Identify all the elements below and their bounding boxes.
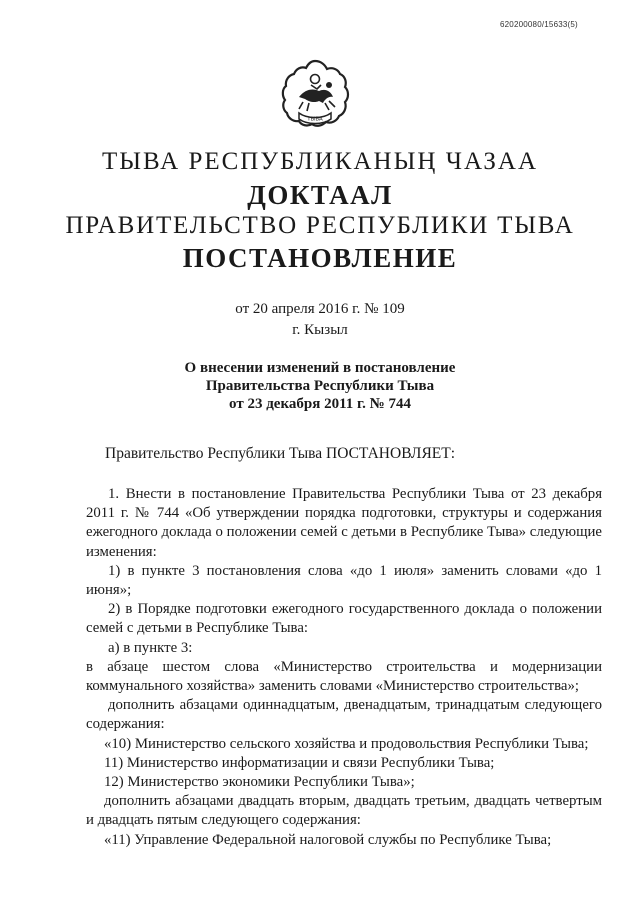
preamble: Правительство Республики Тыва ПОСТАНОВЛЯЕТ: [105, 445, 456, 462]
tyva-coat-of-arms-icon [279, 55, 351, 135]
paragraph-9: 12) Министерство экономики Республики Тыва»; [104, 774, 415, 791]
paragraph-2: 1) в пункте 3 постановления слова «до 1 июля» заменить словами «до 1 июня»; [86, 562, 602, 599]
document-date-number: от 20 апреля 2016 г. № 109 [235, 301, 405, 317]
header-government: ПРАВИТЕЛЬСТВО РЕСПУБЛИКИ ТЫВА [65, 212, 575, 239]
subject-line-1: О внесении изменений в постановление [184, 360, 456, 376]
subject-line-2: Правительства Республики Тыва [205, 378, 435, 394]
paragraph-7: «10) Министерство сельского хозяйства и продовольствия Республики Тыва; [104, 735, 589, 752]
paragraph-3: 2) в Порядке подготовки ежегодного государственного доклада о положении семей с детьми в Республике Тыва: [86, 601, 602, 637]
header-doktaal: ДОКТААЛ [247, 180, 393, 210]
paragraph-11: «11) Управление Федеральной налоговой службы по Республике Тыва; [104, 831, 552, 848]
paragraph-4: а) в пункте 3: [108, 639, 193, 656]
emblem-ribbon-text: ТЫВА [307, 116, 323, 123]
paragraph-10: дополнить абзацами двадцать вторым, двадцать третьим, двадцать четвертым и двадцать пятым следующего содержания: [86, 793, 602, 829]
paragraph-5: в абзаце шестом слова «Министерство строительства и модернизации коммунального хозяйства» заменить словами «Министерство строительства»; [86, 658, 602, 695]
document-id: 620200080/15633(5) [500, 20, 578, 29]
subject-line-3: от 23 декабря 2011 г. № 744 [229, 396, 411, 412]
header-postanovlenie: ПОСТАНОВЛЕНИЕ [182, 243, 458, 273]
paragraph-1: 1. Внести в постановление Правительства Республики Тыва от 23 декабря 2011 г. № 744 «Об утверждении порядка подготовки, структуры и содержания ежегодного доклада о положении семей с детьми в Республике Тыва» следующие изменения: [86, 486, 602, 560]
paragraph-6: дополнить абзацами одиннадцатым, двенадцатым, тринадцатым следующего содержания: [86, 697, 602, 733]
paragraph-8: 11) Министерство информатизации и связи Республики Тыва; [104, 754, 495, 771]
document-city: г. Кызыл [292, 322, 348, 338]
document-body [86, 485, 602, 850]
header-tyva-government: ТЫВА РЕСПУБЛИКАНЫҢ ЧАЗАА [101, 148, 539, 175]
document-subject [0, 359, 640, 413]
